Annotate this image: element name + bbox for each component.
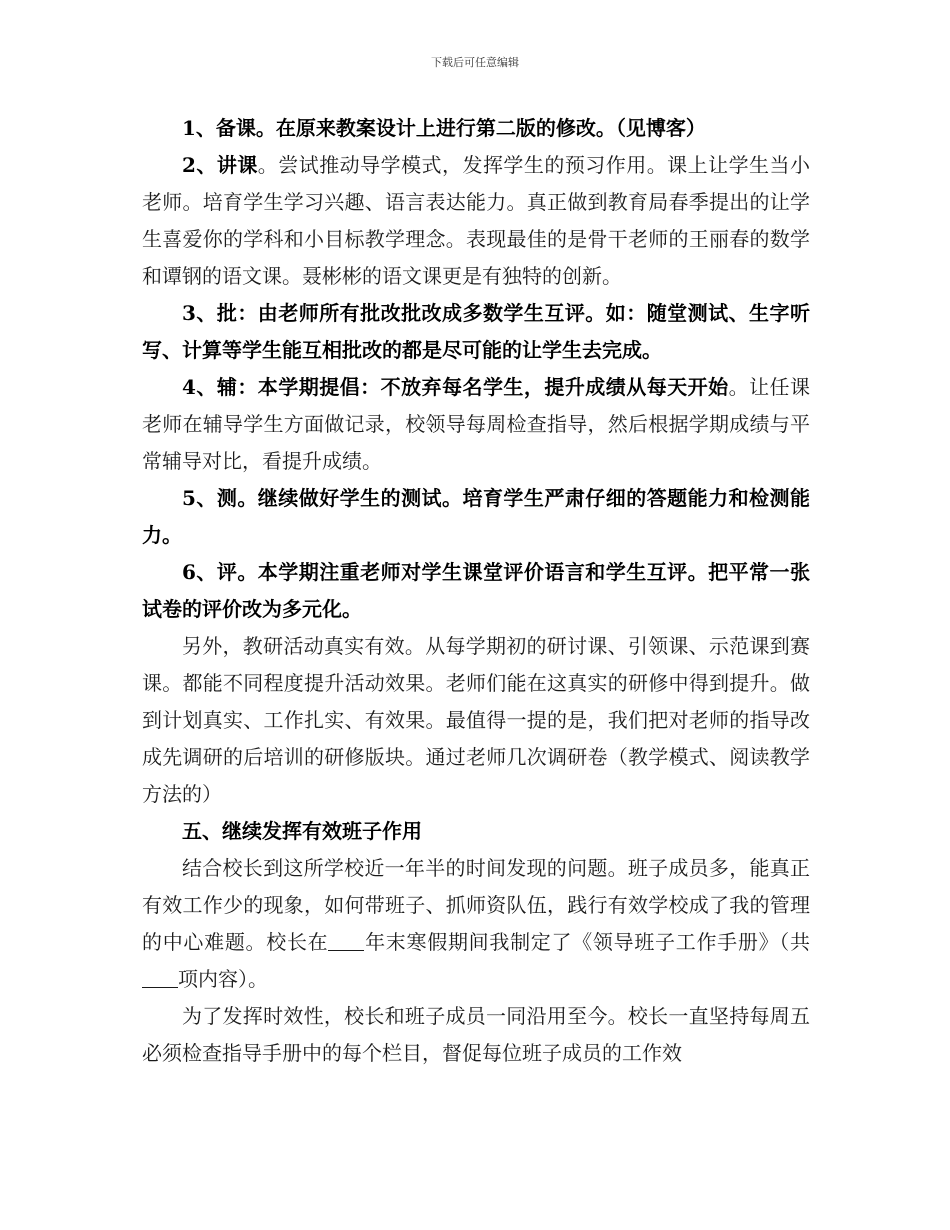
- paragraph-bold-text: 5、测。继续做好学生的测试。培育学生严肃仔细的答题能力和检测能力。: [142, 486, 810, 547]
- blank-count-field: [142, 969, 178, 988]
- page-header: 下载后可任意编辑: [431, 56, 519, 69]
- paragraph-bold-text: 1、备课。在原来教案设计上进行第二版的修改。（见博客）: [182, 116, 706, 140]
- paragraph-text: 年末寒假期间我制定了《领导班子工作手册》（共: [364, 930, 811, 954]
- section-heading-text: 五、继续发挥有效班子作用: [182, 819, 422, 843]
- paragraph-bold-text: 6、评。本学期注重老师对学生课堂评价语言和学生互评。把平常一张试卷的评价改为多元化。: [142, 560, 810, 621]
- blank-year-field: [328, 932, 364, 951]
- section-heading: [142, 813, 810, 850]
- paragraph-text: 。尝试推动导学模式，发挥学生的预习作用。课上让学生当小老师。培育学生学习兴趣、语言表达能力。真正做到教育局春季提出的让学生喜爱你的学科和小目标教学理念。表现最佳的是骨干老师的王丽春的数学和谭钢的语文课。聂彬彬的语文课更是有独特的创新。: [142, 153, 810, 288]
- paragraph-grading: [142, 295, 810, 369]
- paragraph-research-activities: [142, 628, 810, 813]
- paragraph-bold-text: 2、讲课: [182, 153, 258, 177]
- paragraph-text: 另外，教研活动真实有效。从每学期初的研讨课、引领课、示范课到赛课。都能不同程度提升活动效果。老师们能在这真实的研修中得到提升。做到计划真实、工作扎实、有效果。最值得一提的是，我们把对老师的指导改成先调研的后培训的研修版块。通过老师几次调研卷（教学模式、阅读教学方法的）: [142, 634, 810, 806]
- paragraph-text: 结合校长到这所学校近一年半的时间发现的问题。班子成员多，能真正有效工作少的现象，如何带班子、抓师资队伍，践行有效学校成了我的管理的中心难题。校长在: [142, 856, 810, 954]
- paragraph-evaluation: [142, 554, 810, 628]
- paragraph-text: 为了发挥时效性，校长和班子成员一同沿用至今。校长一直坚持每周五必须检查指导手册中的每个栏目，督促每位班子成员的工作效: [142, 1004, 810, 1065]
- paragraph-testing: [142, 480, 810, 554]
- paragraph-lesson-prep: [142, 110, 810, 147]
- paragraph-bold-text: 3、批：由老师所有批改批改成多数学生互评。如：随堂测试、生字听写、计算等学生能互相批改的都是尽可能的让学生去完成。: [142, 301, 810, 362]
- paragraph-bold-text: 4、辅：本学期提倡：不放弃每名学生，提升成绩从每天开始: [182, 375, 729, 399]
- paragraph-tutoring: [142, 369, 810, 480]
- paragraph-text: 项内容）。: [178, 967, 268, 991]
- paragraph-text: 。让任课老师在辅导学生方面做记录，校领导每周检查指导，然后根据学期成绩与平常辅导对比，看提升成绩。: [142, 375, 811, 473]
- paragraph-timeliness: [142, 998, 810, 1072]
- document-body: [142, 110, 810, 1072]
- paragraph-leadership: [142, 850, 810, 998]
- paragraph-lecturing: [142, 147, 810, 295]
